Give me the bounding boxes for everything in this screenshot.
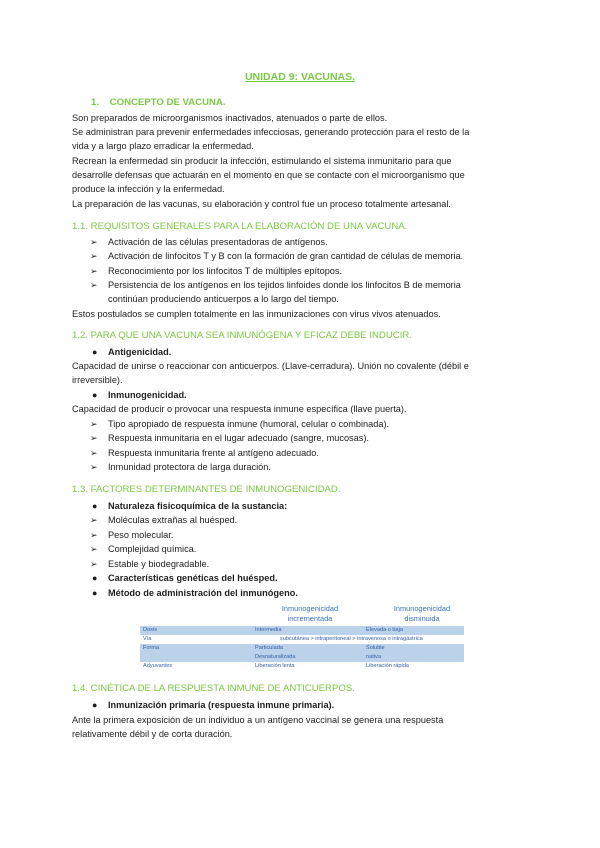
dot-bullet-icon: ● xyxy=(92,700,98,710)
section-1-4-heading: 1.4. CINÉTICA DE LA RESPUESTA INMUNE DE ANTICUERPOS. xyxy=(72,683,355,694)
arrow-bullet-icon: ➢ xyxy=(90,251,98,261)
list-item: Activación de linfocitos T y B con la formación de gran cantidad de células de memoria. xyxy=(108,251,464,261)
list-item: Respuesta inmunitaria frente al antígeno adecuado. xyxy=(108,448,319,458)
table-header-text: Inmunogenicidad xyxy=(393,604,451,613)
list-item: Moléculas extrañas al huésped. xyxy=(108,515,238,525)
table-header-text: incrementada xyxy=(287,614,333,623)
section-1-number: 1. xyxy=(91,97,100,108)
bold-list-item: Características genéticas del huésped. xyxy=(108,573,278,583)
list-item: Estable y biodegradable. xyxy=(108,559,210,569)
arrow-bullet-icon: ➢ xyxy=(90,559,98,569)
table-header-increased xyxy=(254,604,366,624)
bold-list-item: Naturaleza fisicoquímica de la sustancia: xyxy=(108,501,288,511)
paragraph-line: Son preparados de microorganismos inactivados, atenuados o parte de ellos. xyxy=(72,113,388,123)
dot-bullet-icon: ● xyxy=(92,588,98,598)
table-header-text: disminuida xyxy=(404,614,440,623)
list-item: Persistencia de los antígenos en los tejidos linfoides donde los linfocitos B de memoria xyxy=(108,280,461,290)
list-item: Activación de las células presentadoras de antígenos. xyxy=(108,237,328,247)
section-1-2-heading: 1.2. PARA QUE UNA VACUNA SEA INMUNÓGENA Y EFICAZ DEBE INDUCIR. xyxy=(72,330,412,341)
paragraph-line: Ante la primera exposición de un individuo a un antígeno vaccinal se genera una respuesta xyxy=(72,715,444,725)
bold-list-item: Método de administración del inmunógeno. xyxy=(108,588,298,598)
paragraph-line: irreversible). xyxy=(72,375,123,385)
table-cell: subcutánea > intraperitoneal > intravenosa o intragástrica xyxy=(280,636,423,642)
list-item: Respuesta inmunitaria en el lugar adecuado (sangre, mucosas). xyxy=(108,433,369,443)
arrow-bullet-icon: ➢ xyxy=(90,530,98,540)
table-cell: nativa xyxy=(366,654,381,660)
document-title: UNIDAD 9: VACUNAS. xyxy=(244,71,356,83)
arrow-bullet-icon: ➢ xyxy=(90,266,98,276)
table-cell: Dosis xyxy=(143,627,157,633)
dot-bullet-icon: ● xyxy=(92,390,98,400)
table-row xyxy=(140,662,464,671)
list-item: Peso molecular. xyxy=(108,530,174,540)
paragraph-line: Capacidad de unirse o reaccionar con anticuerpos. (Llave-cerradura). Unión no covalente (débil e xyxy=(72,361,469,371)
arrow-bullet-icon: ➢ xyxy=(90,515,98,525)
arrow-bullet-icon: ➢ xyxy=(90,237,98,247)
list-item-continuation: continúan produciendo anticuerpos a lo largo del tiempo. xyxy=(108,294,339,304)
arrow-bullet-icon: ➢ xyxy=(90,433,98,443)
table-row xyxy=(140,644,464,653)
table-row xyxy=(140,653,464,662)
section-1-heading xyxy=(91,97,226,108)
bold-list-item: Inmunogenicidad. xyxy=(108,390,187,400)
arrow-bullet-icon: ➢ xyxy=(90,419,98,429)
table-cell: Adyuvantes xyxy=(143,663,173,669)
paragraph-line: Capacidad de producir o provocar una respuesta inmune específica (llave puerta). xyxy=(72,404,407,414)
section-1-1-heading: 1.1. REQUISITOS GENERALES PARA LA ELABORACIÓN DE UNA VACUNA. xyxy=(72,221,408,232)
paragraph-line: desarrolle defensas que actuarán en el momento en que se contacte con el microorganismo que xyxy=(72,170,465,180)
table-header-text: Inmunogenicidad xyxy=(281,604,339,613)
bold-list-item: Inmunización primaria (respuesta inmune primaria). xyxy=(108,700,335,710)
table-cell: Intermedia xyxy=(255,627,282,633)
section-1-3-heading: 1.3. FACTORES DETERMINANTES DE INMUNOGENICIDAD. xyxy=(72,484,341,495)
arrow-bullet-icon: ➢ xyxy=(90,448,98,458)
table-cell: Desnaturalizada xyxy=(255,654,296,660)
paragraph-line: Se administran para prevenir enfermedades infecciosas, generando protección para el resto de la xyxy=(72,127,470,137)
arrow-bullet-icon: ➢ xyxy=(90,280,98,290)
list-item: Complejidad química. xyxy=(108,544,197,554)
paragraph-line: Recrean la enfermedad sin producir la infección, estimulando el sistema inmunitario para que xyxy=(72,156,452,166)
list-item: Reconocimiento por los linfocitos T de múltiples epítopos. xyxy=(108,266,343,276)
table-cell: Elevada o baja xyxy=(366,627,404,633)
paragraph-line: Estos postulados se cumplen totalmente en las inmunizaciones con virus vivos atenuados. xyxy=(72,309,441,319)
dot-bullet-icon: ● xyxy=(92,347,98,357)
table-cell: Liberación lenta xyxy=(255,663,295,669)
table-row xyxy=(140,635,464,644)
table-cell: Particulada xyxy=(255,645,283,651)
immunogenicity-table xyxy=(140,626,464,671)
list-item: Tipo apropiado de respuesta inmune (humoral, celular o combinada). xyxy=(108,419,390,429)
table-header-decreased xyxy=(366,604,478,624)
paragraph-line: vida y a largo plazo erradicar la enfermedad. xyxy=(72,141,254,151)
paragraph-line: La preparación de las vacunas, su elaboración y control fue un proceso totalmente artesanal. xyxy=(72,199,451,209)
arrow-bullet-icon: ➢ xyxy=(90,462,98,472)
table-row xyxy=(140,626,464,635)
list-item: Inmunidad protectora de larga duración. xyxy=(108,462,271,472)
paragraph-line: relativamente débil y de corta duración. xyxy=(72,729,233,739)
bold-list-item: Antigenicidad. xyxy=(108,347,172,357)
table-cell: Liberación rápida xyxy=(366,663,409,669)
paragraph-line: produce la infección y la enfermedad. xyxy=(72,184,225,194)
table-cell: Soluble xyxy=(366,645,385,651)
arrow-bullet-icon: ➢ xyxy=(90,544,98,554)
dot-bullet-icon: ● xyxy=(92,573,98,583)
table-cell: Vía xyxy=(143,636,152,642)
table-cell: Forma xyxy=(143,645,160,651)
section-1-title: CONCEPTO DE VACUNA. xyxy=(109,97,226,108)
dot-bullet-icon: ● xyxy=(92,501,98,511)
